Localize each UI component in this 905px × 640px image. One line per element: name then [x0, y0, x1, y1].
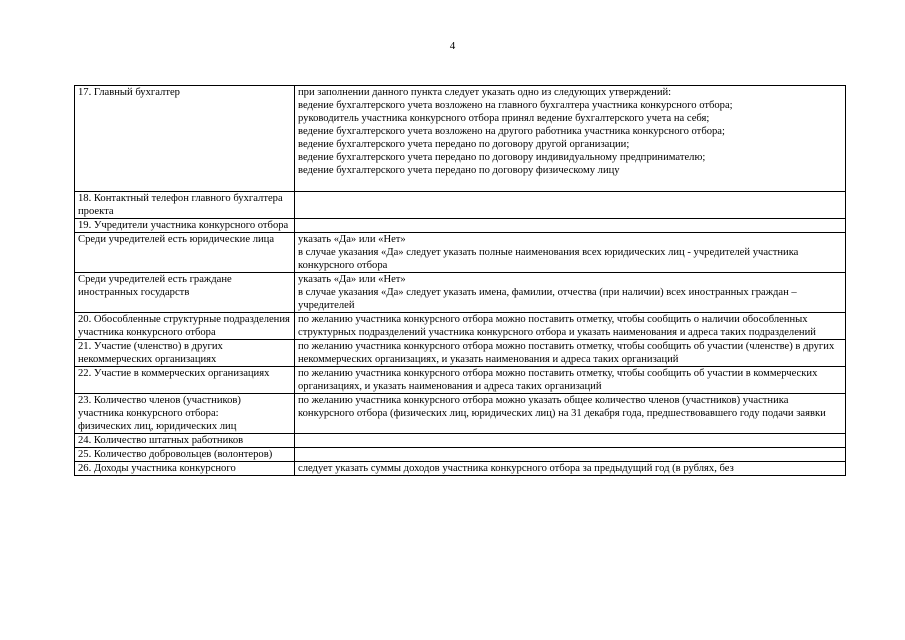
field-instruction-cell: [295, 273, 846, 313]
field-name-cell: Среди учредителей есть граждане иностранных государств: [75, 273, 295, 313]
instruction-line: ведение бухгалтерского учета передано по договору другой организации;: [298, 139, 630, 150]
field-name-cell: 23. Количество членов (участников) участника конкурсного отбора: физических лиц, юридических лиц: [75, 394, 295, 434]
field-name-cell: 19. Учредители участника конкурсного отбора: [75, 219, 295, 233]
instruction-line: по желанию участника конкурсного отбора можно поставить отметку, чтобы сообщить об участии в коммерческих организациях, и указать наименования и адреса таких организаций: [298, 368, 818, 392]
table-row: [75, 273, 846, 313]
field-name-cell: 18. Контактный телефон главного бухгалтера проекта: [75, 192, 295, 219]
table-row: [75, 394, 846, 434]
instruction-line: в случае указания «Да» следует указать полные наименования всех юридических лиц - учредителей участника конкурсного отбора: [298, 247, 799, 271]
field-name-cell: 24. Количество штатных работников: [75, 434, 295, 448]
field-name-cell: 26. Доходы участника конкурсного: [75, 462, 295, 476]
application-instructions-table: [74, 85, 846, 476]
instruction-line: в случае указания «Да» следует указать имена, фамилии, отчества (при наличии) всех иностранных граждан – учредителей: [298, 287, 797, 311]
field-instruction-cell: [295, 219, 846, 233]
table-row: [75, 462, 846, 476]
instruction-line: ведение бухгалтерского учета возложено на главного бухгалтера участника конкурсного отбора;: [298, 100, 733, 111]
field-name-cell: 21. Участие (членство) в других некоммерческих организациях: [75, 340, 295, 367]
field-instruction-cell: [295, 434, 846, 448]
field-instruction-cell: [295, 340, 846, 367]
table-row: [75, 192, 846, 219]
field-instruction-cell: [295, 394, 846, 434]
field-instruction-cell: [295, 192, 846, 219]
instruction-line: по желанию участника конкурсного отбора можно указать общее количество членов (участников) участника конкурсного отбора (физических лиц, юридических лиц) на 31 декабря года, предшествовавшего году подачи заявки: [298, 395, 826, 419]
field-name-cell: 20. Обособленные структурные подразделения участника конкурсного отбора: [75, 313, 295, 340]
instruction-line: по желанию участника конкурсного отбора можно поставить отметку, чтобы сообщить о наличии обособленных структурных подразделений участника конкурсного отбора и указать наименования и адреса таких подразделений: [298, 314, 816, 338]
table-row: [75, 367, 846, 394]
field-instruction-cell: [295, 462, 846, 476]
field-name-cell: 22. Участие в коммерческих организациях: [75, 367, 295, 394]
field-instruction-cell: [295, 86, 846, 192]
instruction-line: ведение бухгалтерского учета возложено на другого работника участника конкурсного отбора;: [298, 126, 725, 137]
table-row: [75, 86, 846, 192]
field-name-cell: 25. Количество добровольцев (волонтеров): [75, 448, 295, 462]
instruction-line: указать «Да» или «Нет»: [298, 274, 406, 285]
field-name-cell: Среди учредителей есть юридические лица: [75, 233, 295, 273]
field-instruction-cell: [295, 448, 846, 462]
instruction-line: при заполнении данного пункта следует указать одно из следующих утверждений:: [298, 87, 672, 98]
instruction-line: руководитель участника конкурсного отбора принял ведение бухгалтерского учета на себя;: [298, 113, 710, 124]
table-row: [75, 313, 846, 340]
field-instruction-cell: [295, 313, 846, 340]
table-row: [75, 219, 846, 233]
field-name-cell: 17. Главный бухгалтер: [75, 86, 295, 192]
instruction-line: следует указать суммы доходов участника конкурсного отбора за предыдущий год (в рублях, без: [298, 463, 734, 474]
instruction-line: ведение бухгалтерского учета передано по договору индивидуальному предпринимателю;: [298, 152, 706, 163]
instruction-line: указать «Да» или «Нет»: [298, 234, 406, 245]
page-number: 4: [449, 40, 456, 52]
instruction-line: ведение бухгалтерского учета передано по договору физическому лицу: [298, 165, 620, 176]
instruction-line: по желанию участника конкурсного отбора можно поставить отметку, чтобы сообщить об участии (членстве) в других некоммерческих организациях, и указать наименования и адреса таких организаций: [298, 341, 835, 365]
field-instruction-cell: [295, 367, 846, 394]
table-row: [75, 448, 846, 462]
table-row: [75, 233, 846, 273]
table-row: [75, 340, 846, 367]
table-row: [75, 434, 846, 448]
field-instruction-cell: [295, 233, 846, 273]
